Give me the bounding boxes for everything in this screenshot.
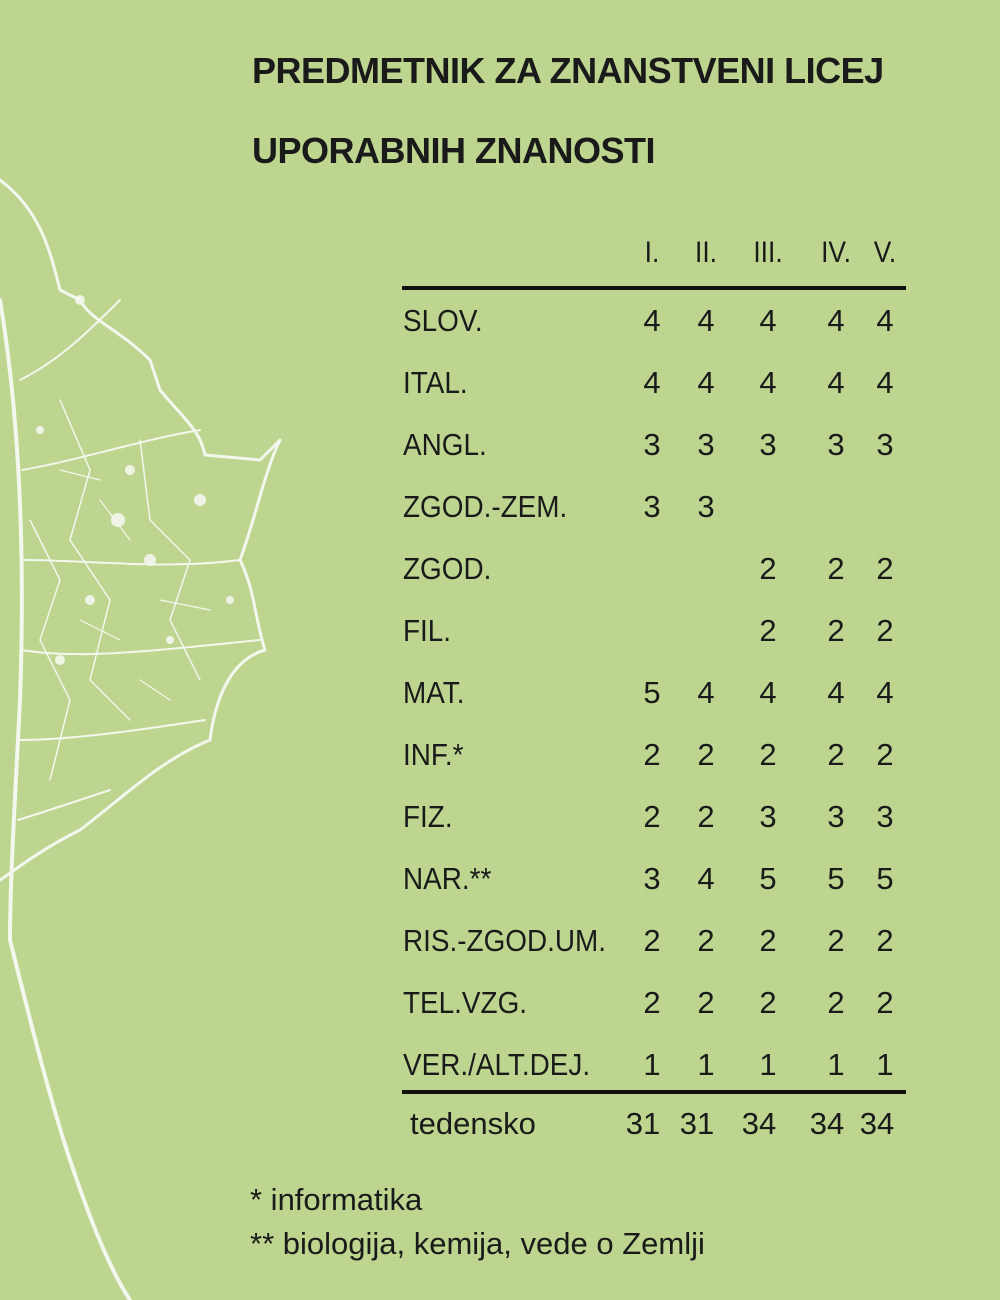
table-row — [0, 427, 1000, 487]
total-cell: 34 — [859, 1106, 895, 1141]
subject-name: ANGL. — [403, 427, 487, 462]
hours-cell: 2 — [697, 737, 715, 772]
hours-cell: 3 — [643, 489, 661, 524]
hours-cell: 4 — [827, 675, 845, 710]
hours-cell: 2 — [697, 923, 715, 958]
total-cell: 34 — [809, 1106, 845, 1141]
table-row — [0, 489, 1000, 549]
table-row — [0, 923, 1000, 983]
hours-cell: 5 — [827, 861, 845, 896]
table-row — [0, 365, 1000, 425]
total-cell: 31 — [625, 1106, 661, 1141]
hours-cell: 4 — [697, 861, 715, 896]
column-header: II. — [694, 236, 717, 269]
hours-cell: 4 — [697, 675, 715, 710]
table-row — [0, 799, 1000, 859]
hours-cell: 4 — [827, 365, 845, 400]
hours-cell: 5 — [876, 861, 894, 896]
subject-name: ZGOD.-ZEM. — [403, 489, 568, 524]
table-row — [0, 1047, 1000, 1107]
table-row — [0, 737, 1000, 797]
hours-cell: 2 — [876, 985, 894, 1020]
hours-cell: 2 — [827, 613, 845, 648]
hours-cell: 4 — [643, 303, 661, 338]
hours-cell: 4 — [697, 303, 715, 338]
table-row — [0, 551, 1000, 611]
subject-name: SLOV. — [403, 303, 483, 338]
hours-cell: 3 — [643, 427, 661, 462]
hours-cell: 3 — [643, 861, 661, 896]
column-header: V. — [873, 236, 897, 269]
subject-name: INF.* — [403, 737, 464, 772]
hours-cell: 2 — [697, 985, 715, 1020]
hours-cell: 2 — [827, 985, 845, 1020]
total-row — [0, 1106, 1000, 1146]
hours-cell: 2 — [827, 551, 845, 586]
subject-name: MAT. — [403, 675, 465, 710]
hours-cell: 5 — [759, 861, 777, 896]
hours-cell: 4 — [759, 365, 777, 400]
subject-name: ZGOD. — [403, 551, 492, 586]
hours-cell: 1 — [697, 1047, 715, 1082]
table-rule-top — [402, 286, 906, 290]
table-row — [0, 985, 1000, 1045]
hours-cell: 2 — [759, 737, 777, 772]
subject-name: RIS.-ZGOD.UM. — [403, 923, 607, 958]
subject-name: VER./ALT.DEJ. — [403, 1047, 591, 1082]
footnote: * informatika — [250, 1182, 423, 1217]
hours-cell: 5 — [643, 675, 661, 710]
hours-cell: 2 — [876, 551, 894, 586]
table-rule-bottom — [402, 1090, 906, 1094]
hours-cell: 3 — [759, 427, 777, 462]
hours-cell: 4 — [697, 365, 715, 400]
hours-cell: 3 — [876, 427, 894, 462]
hours-cell: 4 — [759, 303, 777, 338]
hours-cell: 4 — [643, 365, 661, 400]
hours-cell: 2 — [759, 985, 777, 1020]
hours-cell: 2 — [759, 613, 777, 648]
page-subtitle: UPORABNIH ZNANOSTI — [252, 130, 655, 171]
table-row — [0, 675, 1000, 735]
hours-cell: 2 — [876, 737, 894, 772]
hours-cell: 4 — [876, 365, 894, 400]
hours-cell: 4 — [827, 303, 845, 338]
table-row — [0, 613, 1000, 673]
hours-cell: 4 — [876, 675, 894, 710]
hours-cell: 3 — [697, 489, 715, 524]
hours-cell: 2 — [697, 799, 715, 834]
hours-cell: 2 — [827, 923, 845, 958]
column-headers — [0, 236, 1000, 276]
hours-cell: 2 — [827, 737, 845, 772]
total-cell: 31 — [679, 1106, 715, 1141]
table-row — [0, 303, 1000, 363]
hours-cell: 2 — [643, 923, 661, 958]
hours-cell: 2 — [759, 923, 777, 958]
hours-cell: 2 — [643, 737, 661, 772]
hours-cell: 2 — [876, 613, 894, 648]
footnote: ** biologija, kemija, vede o Zemlji — [250, 1226, 705, 1261]
subject-name: NAR.** — [403, 861, 492, 896]
total-cell: 34 — [741, 1106, 777, 1141]
hours-cell: 1 — [876, 1047, 894, 1082]
hours-cell: 3 — [759, 799, 777, 834]
subject-name: ITAL. — [403, 365, 468, 400]
column-header: IV. — [821, 236, 851, 269]
hours-cell: 3 — [827, 799, 845, 834]
hours-cell: 3 — [697, 427, 715, 462]
hours-cell: 2 — [876, 923, 894, 958]
hours-cell: 1 — [759, 1047, 777, 1082]
page-title: PREDMETNIK ZA ZNANSTVENI LICEJ — [252, 50, 884, 91]
hours-cell: 2 — [643, 985, 661, 1020]
hours-cell: 1 — [827, 1047, 845, 1082]
hours-cell: 4 — [759, 675, 777, 710]
subject-name: TEL.VZG. — [403, 985, 528, 1020]
hours-cell: 3 — [827, 427, 845, 462]
hours-cell: 3 — [876, 799, 894, 834]
subject-name: FIL. — [403, 613, 452, 648]
total-label: tedensko — [410, 1106, 536, 1141]
subject-name: FIZ. — [403, 799, 453, 834]
hours-cell: 1 — [643, 1047, 661, 1082]
table-row — [0, 861, 1000, 921]
column-header: I. — [644, 236, 660, 269]
hours-cell: 2 — [759, 551, 777, 586]
column-header: III. — [753, 236, 783, 269]
hours-cell: 2 — [643, 799, 661, 834]
hours-cell: 4 — [876, 303, 894, 338]
